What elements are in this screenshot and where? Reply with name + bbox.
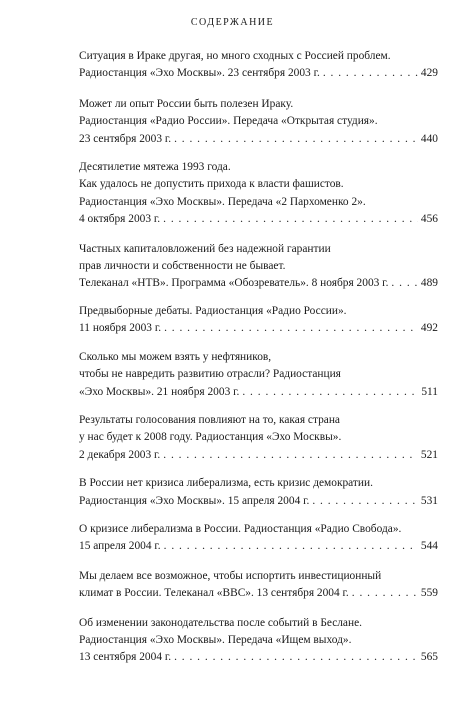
entry-title-line: прав личности и собственности не бывает. bbox=[79, 260, 286, 273]
entry-title-line: Сколько мы можем взять у нефтяников, bbox=[79, 350, 272, 363]
entry-source: «Эхо Москвы». 21 ноября 2003 г. bbox=[79, 385, 240, 398]
toc-entry bbox=[79, 349, 438, 401]
page-number: 440 bbox=[420, 132, 438, 145]
entry-title-line: у нас будет к 2008 году. Радиостанция «Эхо Москвы». bbox=[79, 431, 342, 444]
toc-entry bbox=[79, 48, 438, 83]
entry-source-line bbox=[79, 538, 438, 555]
page-number: 559 bbox=[420, 587, 438, 600]
toc-entry bbox=[79, 475, 438, 510]
dot-leader bbox=[174, 649, 418, 666]
entry-title-line: Предвыборные дебаты. Радиостанция «Радио России». bbox=[79, 304, 347, 317]
entry-source-line bbox=[79, 585, 438, 602]
toc-entry bbox=[79, 303, 438, 338]
entry-source-line bbox=[79, 384, 438, 401]
dot-leader bbox=[391, 275, 417, 292]
entry-source: 13 сентября 2004 г. bbox=[79, 651, 172, 664]
page-number: 565 bbox=[420, 651, 438, 664]
entry-title-line: О кризисе либерализма в России. Радиостанция «Радио Свобода». bbox=[79, 522, 402, 535]
entry-source: Радиостанция «Эхо Москвы». 23 сентября 2003 г. bbox=[79, 67, 320, 80]
dot-leader bbox=[164, 320, 418, 337]
entry-source-line bbox=[79, 320, 438, 337]
entry-source: 2 декабря 2003 г. bbox=[79, 448, 161, 461]
entry-source-line bbox=[79, 211, 438, 228]
page-number: 521 bbox=[420, 448, 438, 461]
entry-title-line: В России нет кризиса либерализма, есть кризис демократии. bbox=[79, 477, 373, 490]
entry-title-line: чтобы не навредить развитию отрасли? Радиостанция bbox=[79, 368, 341, 381]
dot-leader bbox=[323, 65, 418, 82]
entry-title-line: Результаты голосования повлияют на то, какая страна bbox=[79, 413, 340, 426]
entry-title-line: Радиостанция «Эхо Москвы». Передача «2 Пархоменко 2». bbox=[79, 195, 366, 208]
entry-title-line: Может ли опыт России быть полезен Ираку. bbox=[79, 97, 294, 110]
toc-entry bbox=[79, 615, 438, 667]
entry-title-line: Радиостанция «Радио России». Передача «Открытая студия». bbox=[79, 115, 378, 128]
table-of-contents bbox=[79, 48, 438, 667]
dot-leader bbox=[174, 131, 418, 148]
entry-source-line bbox=[79, 275, 438, 292]
page-number: 511 bbox=[421, 385, 438, 398]
toc-entry bbox=[79, 159, 438, 229]
entry-title-line: Об изменении законодательства после событий в Беслане. bbox=[79, 616, 362, 629]
toc-entry bbox=[79, 568, 438, 603]
entry-source-line bbox=[79, 649, 438, 666]
dot-leader bbox=[164, 538, 418, 555]
page-number: 489 bbox=[420, 277, 438, 290]
entry-source: 11 ноября 2003 г. bbox=[79, 322, 162, 335]
page-number: 456 bbox=[420, 213, 438, 226]
entry-source: 23 сентября 2003 г. bbox=[79, 132, 172, 145]
entry-source-line bbox=[79, 447, 438, 464]
entry-title-line: Мы делаем все возможное, чтобы испортить инвестиционный bbox=[79, 569, 382, 582]
entry-source: Телеканал «НТВ». Программа «Обозреватель». 8 ноября 2003 г. bbox=[79, 277, 389, 290]
entry-source: климат в России. Телеканал «BBC». 13 сентября 2004 г. bbox=[79, 587, 349, 600]
toc-entry bbox=[79, 96, 438, 148]
page-header: СОДЕРЖАНИЕ bbox=[190, 17, 275, 28]
page-number: 531 bbox=[420, 494, 438, 507]
dot-leader bbox=[312, 493, 418, 510]
dot-leader bbox=[163, 447, 418, 464]
page-number: 544 bbox=[420, 540, 438, 553]
dot-leader bbox=[242, 384, 418, 401]
page-number: 492 bbox=[420, 322, 438, 335]
page-number: 429 bbox=[420, 67, 438, 80]
entry-title-line: Как удалось не допустить прихода к власти фашистов. bbox=[79, 178, 344, 191]
entry-title-line: Частных капиталовложений без надежной гарантии bbox=[79, 242, 331, 255]
entry-title-line: Десятилетие мятежа 1993 года. bbox=[79, 161, 231, 174]
entry-source: 15 апреля 2004 г. bbox=[79, 540, 161, 553]
toc-entry bbox=[79, 241, 438, 293]
entry-title-line: Радиостанция «Эхо Москвы». Передача «Ищем выход». bbox=[79, 633, 352, 646]
toc-entry bbox=[79, 521, 438, 556]
entry-source-line bbox=[79, 493, 438, 510]
dot-leader bbox=[352, 585, 418, 602]
entry-source: Радиостанция «Эхо Москвы». 15 апреля 2004 г. bbox=[79, 494, 310, 507]
entry-source-line bbox=[79, 65, 438, 82]
entry-source-line bbox=[79, 131, 438, 148]
entry-title-line: Ситуация в Ираке другая, но много сходных с Россией проблем. bbox=[79, 50, 391, 62]
dot-leader bbox=[163, 211, 418, 228]
entry-source: 4 октября 2003 г. bbox=[79, 213, 161, 226]
toc-entry bbox=[79, 412, 438, 464]
